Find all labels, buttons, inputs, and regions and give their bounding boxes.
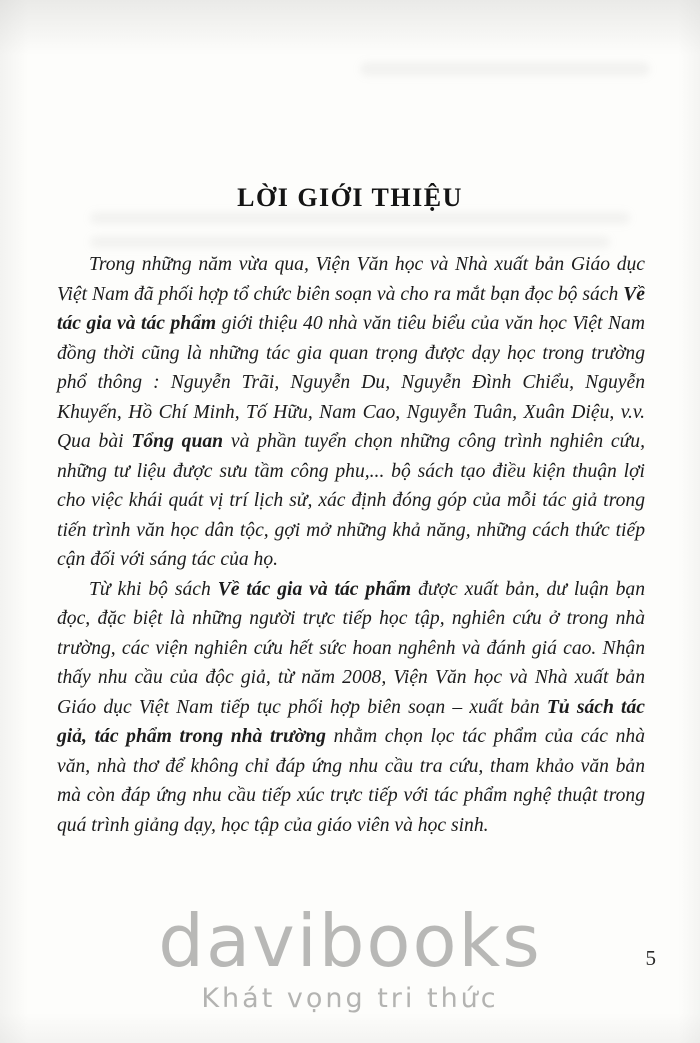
text-run: và phần tuyển chọn những công trình nghiên cứu, những tư liệu được sưu tầm công phu,... bộ sách tạo điều kiện thuận lợi cho việc khái quát vị trí lịch sử, xác định đóng góp của mỗi tác giả trong tiến trình văn học dân tộc, gợi mở những khả năng, những cách thức tiếp cận đối với sáng tác của họ.	[57, 431, 646, 570]
page-title: LỜI GIỚI THIỆU	[237, 183, 463, 213]
paragraph	[57, 575, 645, 841]
text-run: nhằm chọn lọc tác phẩm của các nhà văn, nhà thơ để không chỉ đáp ứng nhu cầu tra cứu, tham khảo văn bản mà còn đáp ứng nhu cầu tiếp xúc trực tiếp với tác phẩm nghệ thuật trong quá trình giảng dạy, học tập của giáo viên và học sinh.	[57, 726, 645, 836]
watermark-tagline: Khát vọng tri thức	[201, 983, 499, 1015]
paragraph	[57, 250, 645, 575]
scan-artifact	[90, 236, 610, 248]
emphasized-text: Về tác gia và tác phẩm	[57, 283, 645, 334]
emphasized-text: Tủ sách tác giả, tác phẩm trong nhà trường	[57, 696, 645, 747]
text-run: được xuất bản, dư luận bạn đọc, đặc biệt là những người trực tiếp học tập, nghiên cứu ở trong nhà trường, các viện nghiên cứu hết sức hoan nghênh và đánh giá cao. Nhận thấy nhu cầu của độc giả, từ năm 2008, Viện Văn học và Nhà xuất bản Giáo dục Việt Nam tiếp tục phối hợp biên soạn – xuất bản	[57, 578, 645, 718]
watermark-logo-text: davibooks	[158, 899, 542, 983]
text-run: Từ khi bộ sách	[89, 578, 218, 600]
body-text	[57, 250, 645, 840]
scan-artifact	[90, 212, 630, 224]
text-run: giới thiệu 40 nhà văn tiêu biểu của văn học Việt Nam đồng thời cũng là những tác gia quan trọng được dạy học trong trường phổ thông : Nguyễn Trãi, Nguyễn Du, Nguyễn Đình Chiểu, Nguyễn Khuyến, Hồ Chí Minh, Tố Hữu, Nam Cao, Nguyễn Tuân, Xuân Diệu, v.v. Qua bài	[57, 313, 645, 452]
text-run: Trong những năm vừa qua, Viện Văn học và Nhà xuất bản Giáo dục Việt Nam đã phối hợp tổ chức biên soạn và cho ra mắt bạn đọc bộ sách	[57, 254, 645, 305]
page-number: 5	[645, 946, 656, 970]
scan-artifact	[360, 62, 650, 76]
emphasized-text: Về tác gia và tác phẩm	[217, 578, 412, 600]
emphasized-text: Tổng quan	[131, 431, 224, 452]
